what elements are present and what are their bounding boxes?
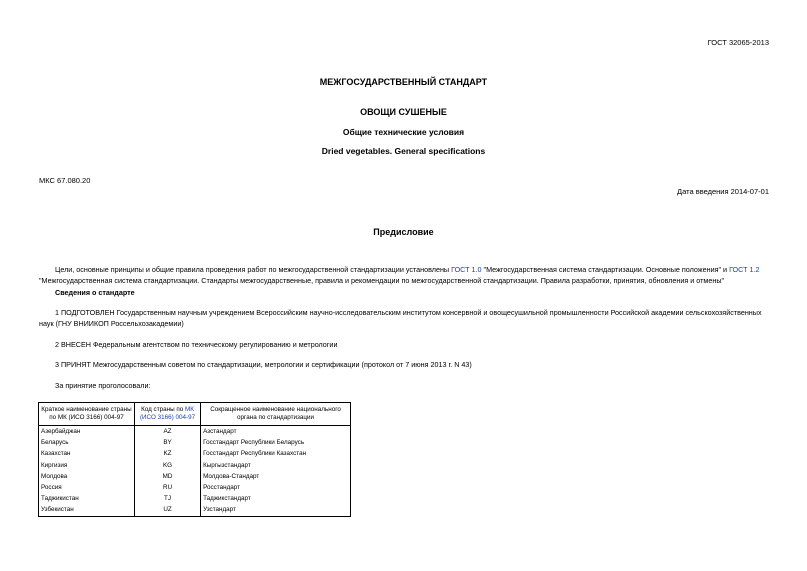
cell-code: MD <box>134 471 200 482</box>
cell-country: Россия <box>39 482 135 493</box>
cell-code: KG <box>134 460 200 471</box>
item-prepared: 1 ПОДГОТОВЛЕН Государственным научным учреждением Всероссийским научно-исследовательским институтом консервной и овощесушильной промышленности Российской академии сельскохозяйственных наук (ГНУ ВНИИКОП Россельхозакадемии) <box>39 308 762 328</box>
header-body: Сокращенное наименование национального органа по стандартизации <box>201 403 351 426</box>
cell-country: Казахстан <box>39 448 135 459</box>
table-row <box>39 448 351 459</box>
standard-info-heading: Сведения о стандарте <box>55 288 135 297</box>
cell-body: Азстандарт <box>201 426 351 438</box>
cell-code: UZ <box>134 504 200 516</box>
gost-1-2-link[interactable]: ГОСТ 1.2 <box>729 265 760 274</box>
cell-country: Беларусь <box>39 437 135 448</box>
table-row <box>39 504 351 516</box>
header-code <box>134 403 200 426</box>
cell-body: Узстандарт <box>201 504 351 516</box>
document-english-title: Dried vegetables. General specifications <box>321 146 486 156</box>
cell-body: Молдова-Стандарт <box>201 471 351 482</box>
cell-body: Госстандарт Республики Беларусь <box>201 437 351 448</box>
cell-code: TJ <box>134 493 200 504</box>
table-row <box>39 471 351 482</box>
voting-countries-table <box>38 402 351 517</box>
item-voted: За принятие проголосовали: <box>55 381 151 390</box>
cell-body: Кыргызстандарт <box>201 460 351 471</box>
item-adopted: 3 ПРИНЯТ Межгосударственным советом по стандартизации, метрологии и сертификации (протокол от 7 июня 2013 г. N 43) <box>55 360 472 369</box>
introduction-date: Дата введения 2014-07-01 <box>677 187 769 196</box>
standard-type-heading: МЕЖГОСУДАРСТВЕННЫЙ СТАНДАРТ <box>319 77 488 87</box>
document-title: ОВОЩИ СУШЕНЫЕ <box>360 107 447 117</box>
cell-body: Госстандарт Республики Казахстан <box>201 448 351 459</box>
table-row <box>39 426 351 438</box>
cell-code: KZ <box>134 448 200 459</box>
cell-body: Таджикстандарт <box>201 493 351 504</box>
cell-country: Узбекистан <box>39 504 135 516</box>
header-code-text: Код страны по <box>141 406 185 413</box>
header-country: Краткое наименование страны по МК (ИСО 3166) 004-97 <box>39 403 135 426</box>
cell-country: Таджикистан <box>39 493 135 504</box>
table-header-row <box>39 403 351 426</box>
cell-country: Молдова <box>39 471 135 482</box>
preface-goals-paragraph <box>39 265 772 286</box>
goals-text-2: "Межгосударственная система стандартизации. Основные положения" и <box>481 265 730 274</box>
mk-iso-link[interactable]: МК (ИСО 3166) 004-97 <box>139 406 196 421</box>
goals-text-3: "Межгосударственная система стандартизации. Стандарты межгосударственные, правила и рекомендации по межгосударственной стандартизации. Правила разработки, принятия, обновления и отмены" <box>39 275 725 285</box>
cell-code: AZ <box>134 426 200 438</box>
cell-country: Киргизия <box>39 460 135 471</box>
cell-country: Азербайджан <box>39 426 135 438</box>
table-row <box>39 482 351 493</box>
preface-heading: Предисловие <box>373 227 434 237</box>
cell-code: RU <box>134 482 200 493</box>
cell-body: Росстандарт <box>201 482 351 493</box>
mks-code: МКС 67.080.20 <box>39 176 91 185</box>
table-row <box>39 493 351 504</box>
gost-1-0-link[interactable]: ГОСТ 1.0 <box>451 265 482 274</box>
cell-code: BY <box>134 437 200 448</box>
table-row <box>39 460 351 471</box>
table-row <box>39 437 351 448</box>
goals-text-1: Цели, основные принципы и общие правила проведения работ по межгосударственной стандартизации установлены <box>55 265 452 274</box>
document-subtitle: Общие технические условия <box>342 127 465 137</box>
document-code: ГОСТ 32065-2013 <box>707 38 769 47</box>
item-introduced: 2 ВНЕСЕН Федеральным агентством по техническому регулированию и метрологии <box>55 340 338 349</box>
